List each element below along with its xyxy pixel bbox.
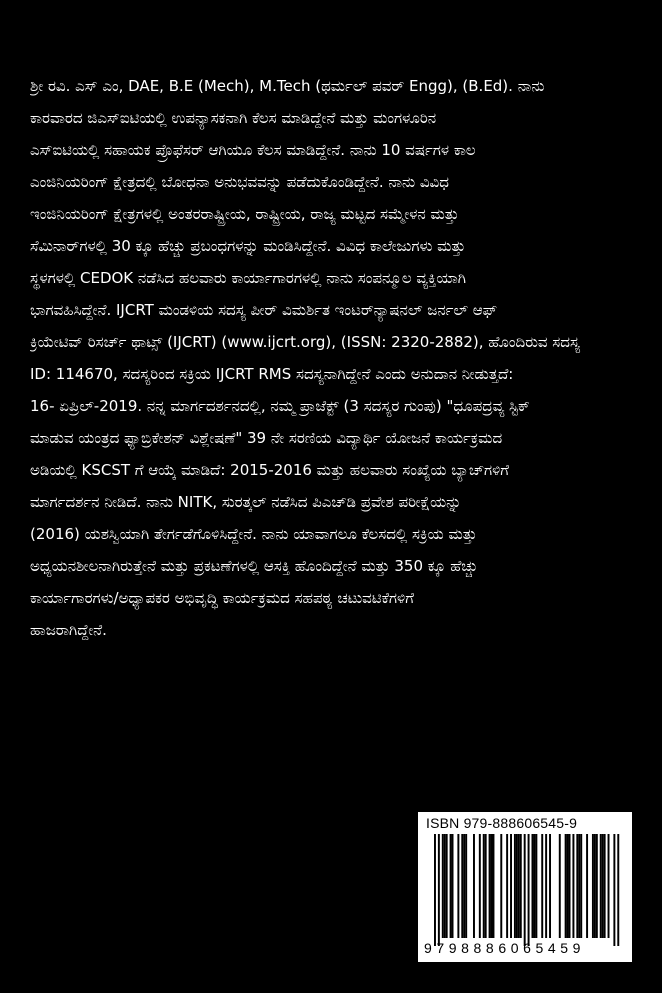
barcode-bar	[578, 834, 580, 938]
bio-line: ಕಾರವಾರದ ಜಿಎಸ್‌ಐಟಿಯಲ್ಲಿ ಉಪನ್ಯಾಸಕನಾಗಿ ಕೆಲಸ ಮಾಡಿದ್ದೇನೆ ಮತ್ತು ಮಂಗಳೂರಿನ	[30, 109, 437, 127]
bio-line: ಭಾಗವಹಿಸಿದ್ದೇನೆ. IJCRT ಮಂಡಳಿಯ ಸದಸ್ಯ ಪೀರ್ ವಿಮರ್ಶಿತ ಇಂಟರ್‌ನ್ಯಾಷನಲ್ ಜರ್ನಲ್ ಆಫ್	[30, 301, 498, 319]
barcode-bar	[520, 834, 522, 938]
barcode-bar	[452, 834, 454, 938]
barcode-bar	[586, 834, 588, 938]
bio-line: ಮಾರ್ಗದರ್ಶನ ನೀಡಿದೆ. ನಾನು NITK, ಸುರತ್ಕಲ್ ನಡೆಸಿದ ಪಿಎಚ್‌ಡಿ ಪ್ರವೇಶ ಪರೀಕ್ಷೆಯನ್ನು	[30, 493, 462, 511]
barcode-bar	[596, 834, 598, 938]
barcode-bar	[528, 834, 530, 946]
barcode-bar	[559, 834, 561, 938]
barcode-bar	[479, 834, 481, 938]
barcode-bar	[510, 834, 512, 938]
barcode-bar	[535, 834, 537, 938]
barcode-bar	[602, 834, 604, 938]
barcode-bar	[461, 834, 463, 938]
barcode-bar	[457, 834, 459, 938]
bio-line: ಕ್ರಿಯೇಟಿವ್ ರಿಸರ್ಚ್ ಥಾಟ್ಸ್ (IJCRT) (www.ijcrt.org), (ISSN: 2320-2882), ಹೊಂದಿರುವ ಸದಸ್ಯ	[30, 333, 580, 351]
barcode-bar	[518, 834, 520, 938]
barcode-bar	[450, 834, 452, 938]
barcode-bar	[567, 834, 569, 938]
barcode-bar	[613, 834, 615, 946]
barcode-bar	[524, 834, 526, 946]
barcode-bar	[533, 834, 535, 938]
barcode-bar	[592, 834, 594, 938]
barcode-bar	[483, 834, 485, 938]
bio-line: ಸ್ಥಳಗಳಲ್ಲಿ CEDOK ನಡೆಸಿದ ಹಲವಾರು ಕಾರ್ಯಾಗಾರಗಳಲ್ಲಿ ನಾನು ಸಂಪನ್ಮೂಲ ವ್ಯಕ್ತಿಯಾಗಿ	[30, 269, 466, 287]
bio-line: ಮಾಡುವ ಯಂತ್ರದ ಫ್ಯಾಬ್ರಿಕೇಶನ್ ವಿಶ್ಲೇಷಣೆ" 39 ನೇ ಸರಣಿಯ ವಿದ್ಯಾರ್ಥಿ ಯೋಜನೆ ಕಾರ್ಯಕ್ರಮದ	[30, 429, 503, 447]
isbn-barcode	[418, 812, 632, 962]
barcode-bar	[617, 834, 619, 946]
barcode-bar	[473, 834, 475, 938]
barcode-bar	[489, 834, 491, 938]
bio-line: ID: 114670, ಸದಸ್ಯರಿಂದ ಸಕ್ರಿಯ IJCRT RMS ಸದಸ್ಯನಾಗಿದ್ದೇನೆ ಎಂದು ಅನುದಾನ ನೀಡುತ್ತದೆ:	[30, 365, 514, 383]
bio-line: ಅಡಿಯಲ್ಲಿ KSCST ಗೆ ಆಯ್ಕೆ ಮಾಡಿದೆ: 2015-2016 ಮತ್ತು ಹಲವಾರು ಸಂಖ್ಯೆಯ ಬ್ಯಾಚ್‌ಗಳಿಗೆ	[30, 461, 509, 479]
bio-line: ಸೆಮಿನಾರ್‌ಗಳಲ್ಲಿ 30 ಕ್ಕೂ ಹೆಚ್ಚು ಪ್ರಬಂಧಗಳನ್ನು ಮಂಡಿಸಿದ್ದೇನೆ. ವಿವಿಧ ಕಾಲೇಜುಗಳು ಮತ್ತು	[30, 237, 466, 255]
barcode-bar	[594, 834, 596, 938]
bio-line: ಹಾಜರಾಗಿದ್ದೇನೆ.	[30, 621, 107, 639]
barcode-bar	[516, 834, 518, 938]
barcode-bar	[580, 834, 582, 938]
barcode-bar	[465, 834, 467, 938]
barcode-bar	[491, 834, 493, 938]
barcode-bar	[442, 834, 444, 938]
bio-line: 16- ಏಪ್ರಿಲ್-2019. ನನ್ನ ಮಾರ್ಗದರ್ಶನದಲ್ಲಿ, ನಮ್ಮ ಪ್ರಾಜೆಕ್ಟ್ (3 ಸದಸ್ಯರ ಗುಂಪು) "ಧೂಪದ್ರವ್ಯ ಸ್ಟಿಕ್	[30, 397, 530, 415]
bio-line: ಶ್ರೀ ರವಿ. ಎಸ್ ಎಂ, DAE, B.E (Mech), M.Tech (ಥರ್ಮಲ್ ಪವರ್ Engg), (B.Ed). ನಾನು	[30, 77, 545, 95]
barcode-bar	[600, 834, 602, 938]
bio-line: ಕಾರ್ಯಾಗಾರಗಳು/ಅಧ್ಯಾಪಕರ ಅಭಿವೃದ್ಧಿ ಕಾರ್ಯಕ್ರಮದ ಸಹಪಠ್ಯ ಚಟುವಟಿಕೆಗಳಿಗೆ	[30, 589, 414, 607]
author-bio	[30, 70, 640, 646]
barcode-bar	[532, 834, 534, 938]
barcode-bar	[549, 834, 551, 938]
isbn-label: ISBN 979-888606545-9	[426, 815, 578, 831]
barcode-bar	[500, 834, 502, 938]
barcode-bar	[545, 834, 547, 938]
barcode-bar	[506, 834, 508, 938]
barcode-bar	[565, 834, 567, 938]
barcode-bar	[463, 834, 465, 938]
barcode-bar	[493, 834, 495, 938]
barcode-bar	[572, 834, 574, 938]
bio-line: ಎಸ್‌ಐಟಿಯಲ್ಲಿ ಸಹಾಯಕ ಪ್ರೊಫೆಸರ್ ಆಗಿಯೂ ಕೆಲಸ ಮಾಡಿದ್ದೇನೆ. ನಾನು 10 ವರ್ಷಗಳ ಕಾಲ	[30, 141, 476, 159]
barcode-bar	[444, 834, 446, 938]
barcode-bar	[576, 834, 578, 938]
bio-line: ಎಂಜಿನಿಯರಿಂಗ್ ಕ್ಷೇತ್ರದಲ್ಲಿ ಬೋಧನಾ ಅನುಭವವನ್ನು ಪಡೆದುಕೊಂಡಿದ್ದೇನೆ. ನಾನು ವಿವಿಧ	[30, 173, 449, 191]
isbn-digits: 9798886065459	[424, 940, 586, 956]
barcode-bar	[446, 834, 448, 938]
barcode-bar	[438, 834, 440, 946]
bio-line: ಇಂಜಿನಿಯರಿಂಗ್ ಕ್ಷೇತ್ರಗಳಲ್ಲಿ ಅಂತರರಾಷ್ಟ್ರೀಯ, ರಾಷ್ಟ್ರೀಯ, ರಾಜ್ಯ ಮಟ್ಟದ ಸಮ್ಮೇಳನ ಮತ್ತು	[30, 205, 459, 223]
barcode-bar	[485, 834, 487, 938]
barcode-bar	[541, 834, 543, 938]
barcode-bar	[608, 834, 610, 938]
bio-line: (2016) ಯಶಸ್ವಿಯಾಗಿ ತೇರ್ಗಡೆಗೊಳಿಸಿದ್ದೇನೆ. ನಾನು ಯಾವಾಗಲೂ ಕೆಲಸದಲ್ಲಿ ಸಕ್ರಿಯ ಮತ್ತು	[30, 525, 477, 543]
barcode-bar	[604, 834, 606, 938]
bio-line: ಅಧ್ಯಯನಶೀಲನಾಗಿರುತ್ತೇನೆ ಮತ್ತು ಪ್ರಕಟಣೆಗಳಲ್ಲಿ ಆಸಕ್ತಿ ಹೊಂದಿದ್ದೇನೆ ಮತ್ತು 350 ಕ್ಕೂ ಹೆಚ್ಚು	[30, 557, 478, 575]
barcode-bar	[514, 834, 516, 938]
barcode-bar	[434, 834, 436, 946]
barcode-bar	[569, 834, 571, 938]
